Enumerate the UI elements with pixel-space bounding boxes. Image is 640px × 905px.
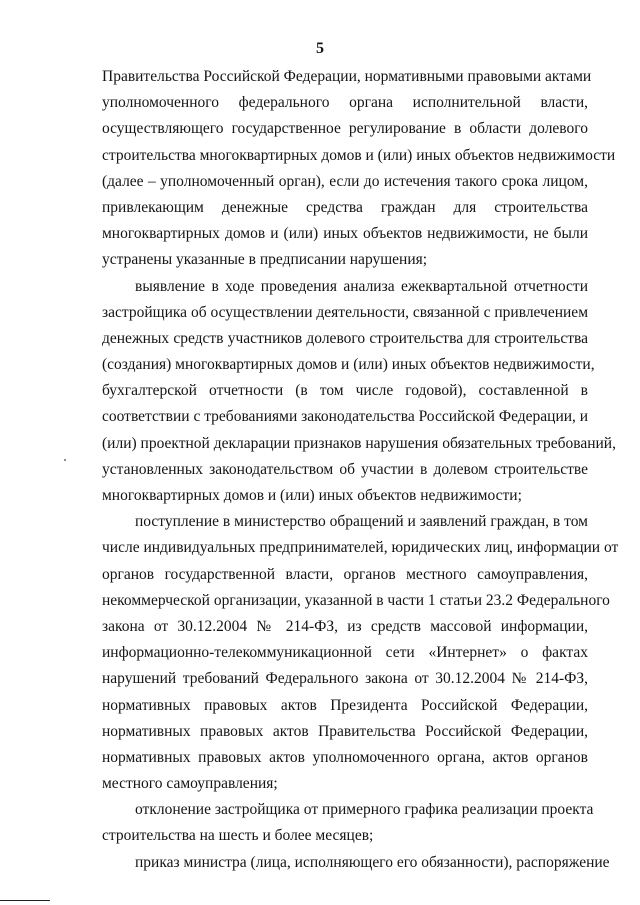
text-line: органов государственной власти, органов местного самоуправления, [102,565,588,583]
text-line: строительства многоквартирных домов и (или) иных объектов недвижимости [102,146,616,164]
text-line: уполномоченного федерального органа исполнительной власти, [102,94,588,112]
paragraph-first-line: приказ министра (лица, исполняющего его обязанности), распоряжение [135,853,610,871]
paragraph-first-line: выявление в ходе проведения анализа ежеквартальной отчетности [135,277,588,295]
text-line: (или) проектной декларации признаков нарушения обязательных требований, [102,434,616,452]
text-line: осуществляющего государственное регулирование в области долевого [102,120,588,138]
page-number: 5 [316,40,324,57]
text-line: соответствии с требованиями законодательства Российской Федерации, и [102,408,589,426]
text-line: (создания) многоквартирных домов и (или) иных объектов недвижимости, [102,356,595,374]
paragraph-first-line: отклонение застройщика от примерного графика реализации проекта [135,801,594,819]
text-line: нарушений требований Федерального закона от 30.12.2004 № 214-ФЗ, [102,670,588,688]
document-body [102,64,619,876]
text-line: устранены указанные в предписании нарушения; [102,251,428,269]
text-line: нормативных правовых актов Правительства Российской Федерации, [102,722,588,740]
text-line: бухгалтерской отчетности (в том числе годовой), составленной в [102,382,588,400]
text-line: местного самоуправления; [102,775,278,793]
text-line: многоквартирных домов и (или) иных объектов недвижимости, не были [102,225,588,243]
text-line: Правительства Российской Федерации, нормативными правовыми актами [102,68,592,85]
text-line: строительства на шесть и более месяцев; [102,827,374,845]
text-line: установленных законодательством об участии в долевом строительстве [102,460,588,478]
text-line: числе индивидуальных предпринимателей, юридических лиц, информации от [102,539,619,557]
text-line: закона от 30.12.2004 № 214-ФЗ, из средств массовой информации, [102,617,588,635]
text-line: нормативных правовых актов Президента Российской Федерации, [102,696,588,714]
text-line: нормативных правовых актов уполномоченного органа, актов органов [102,748,588,766]
paragraph-first-line: поступление в министерство обращений и заявлений граждан, в том [135,513,588,531]
footer-rule [0,900,50,901]
text-line: многоквартирных домов и (или) иных объектов недвижимости; [102,487,522,504]
text-line: информационно-телекоммуникационной сети «Интернет» о фактах [102,644,588,662]
scan-speck [64,459,66,461]
text-line: застройщика об осуществлении деятельности, связанной с привлечением [102,303,588,321]
text-line: денежных средств участников долевого строительства для строительства [102,329,588,347]
text-line: привлекающим денежные средства граждан для строительства [102,198,588,216]
text-line: некоммерческой организации, указанной в части 1 статьи 23.2 Федерального [102,591,610,609]
text-line: (далее – уполномоченный орган), если до истечения такого срока лицом, [102,172,588,190]
